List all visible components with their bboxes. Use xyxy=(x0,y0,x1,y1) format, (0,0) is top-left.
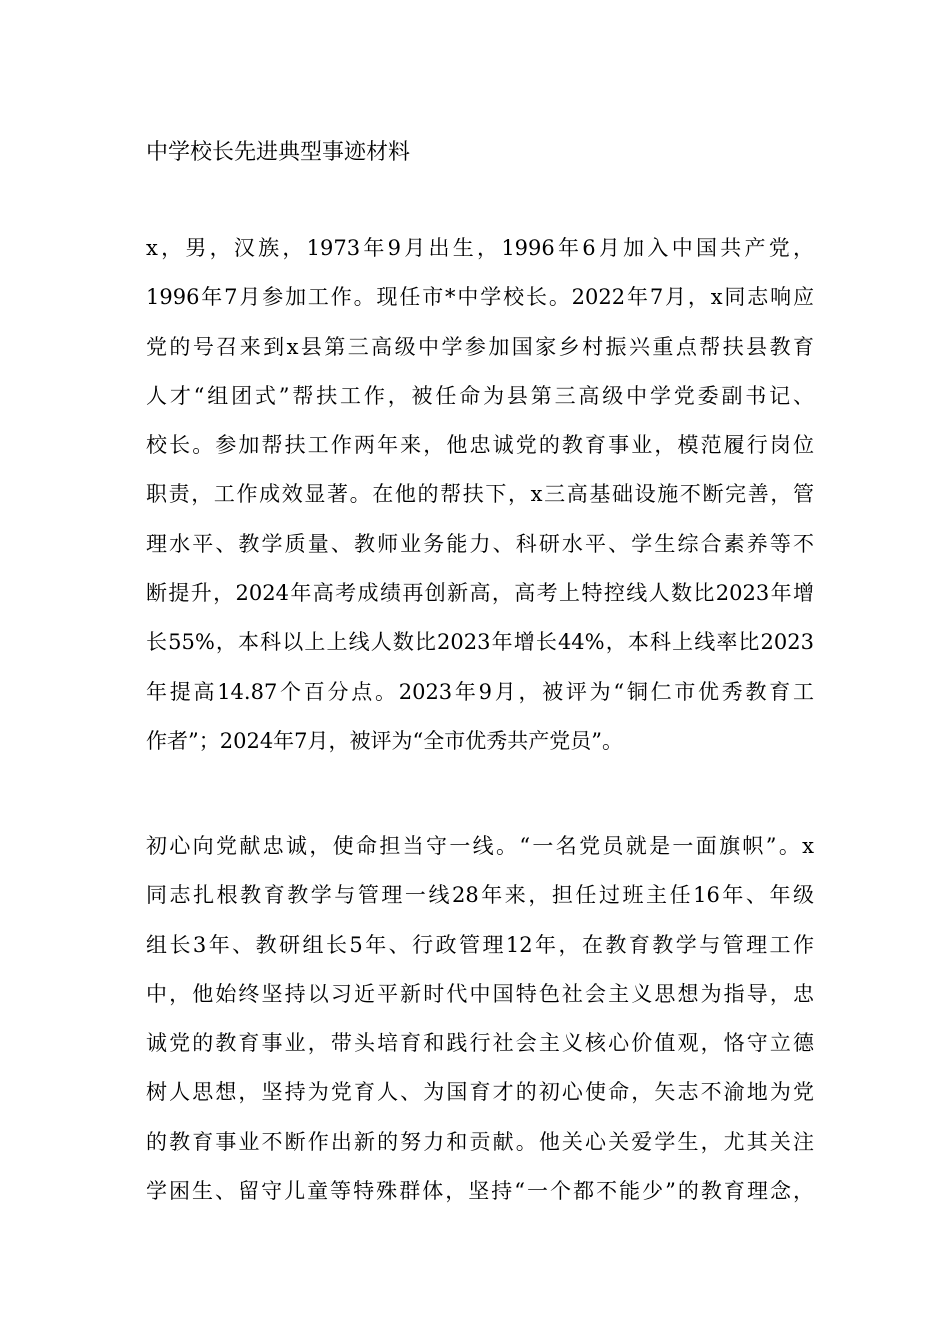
text-line: 作者”；2024年7月，被评为“全市优秀共产党员”。 xyxy=(146,728,624,753)
document-title: 中学校长先进典型事迹材料 xyxy=(146,140,411,165)
text-line: 长55%，本科以上上线人数比2023年增长44%，本科上线率比2023 xyxy=(146,630,814,655)
text-line: 初心向党献忠诚，使命担当守一线。“一名党员就是一面旗帜”。x xyxy=(146,834,814,858)
text-line: 校长。参加帮扶工作两年来，他忠诚党的教育事业，模范履行岗位 xyxy=(146,433,814,458)
text-line: 树人思想，坚持为党育人、为国育才的初心使命，矢志不渝地为党 xyxy=(146,1080,814,1105)
text-line: 1996年7月参加工作。现任市*中学校长。2022年7月，x同志响应 xyxy=(146,285,814,310)
text-line: 党的号召来到x县第三高级中学参加国家乡村振兴重点帮扶县教育 xyxy=(146,334,814,359)
text-line: 职责，工作成效显著。在他的帮扶下，x三高基础设施不断完善，管 xyxy=(146,482,814,507)
text-line: 年提高14.87个百分点。2023年9月，被评为“铜仁市优秀教育工 xyxy=(146,679,814,704)
text-line: 断提升，2024年高考成绩再创新高，高考上特控线人数比2023年增 xyxy=(146,581,814,606)
text-line: 理水平、教学质量、教师业务能力、科研水平、学生综合素养等不 xyxy=(146,531,814,556)
text-line: 人才“组团式”帮扶工作，被任命为县第三高级中学党委副书记、 xyxy=(146,383,814,408)
paragraph-1 xyxy=(146,224,814,766)
text-line: 同志扎根教育教学与管理一线28年来，担任过班主任16年、年级 xyxy=(146,883,814,908)
text-line: 的教育事业不断作出新的努力和贡献。他关心关爱学生，尤其关注 xyxy=(146,1129,814,1154)
paragraph-2 xyxy=(146,822,814,1216)
text-line: 诚党的教育事业，带头培育和践行社会主义核心价值观，恪守立德 xyxy=(146,1031,814,1056)
text-line: 中，他始终坚持以习近平新时代中国特色社会主义思想为指导，忠 xyxy=(146,981,814,1006)
text-line: 学困生、留守儿童等特殊群体，坚持“一个都不能少”的教育理念， xyxy=(146,1179,814,1204)
text-line: x，男，汉族，1973年9月出生，1996年6月加入中国共产党， xyxy=(146,236,814,260)
text-line: 组长3年、教研组长5年、行政管理12年，在教育教学与管理工作 xyxy=(146,932,814,957)
